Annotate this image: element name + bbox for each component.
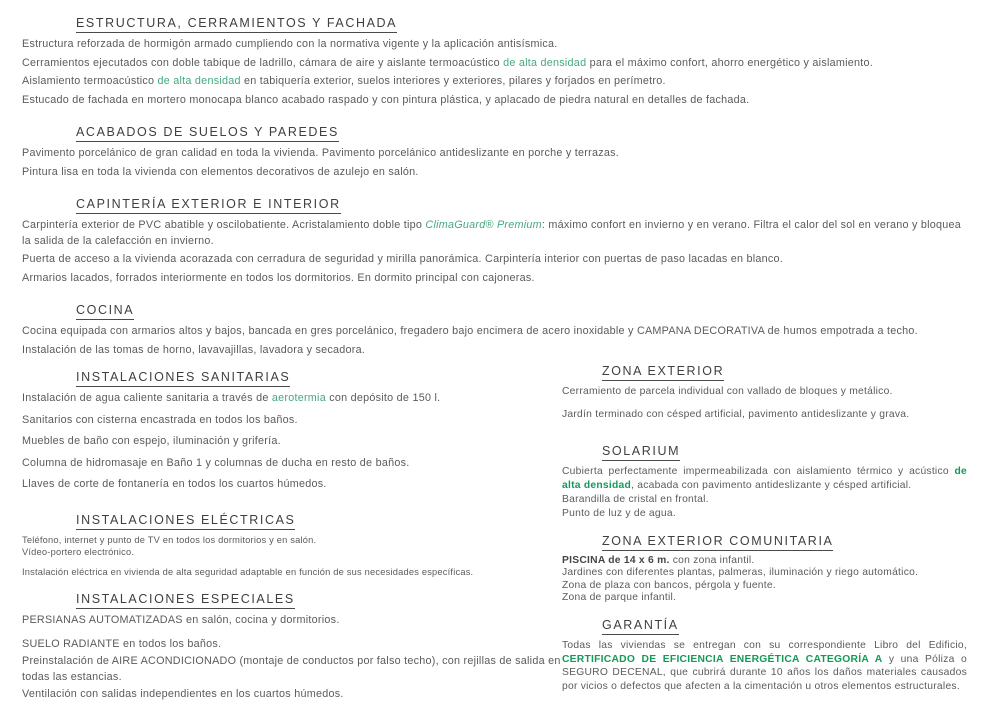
paragraph [22,218,967,249]
section-heading: INSTALACIONES SANITARIAS [76,370,290,387]
text-segment: con depósito de 150 l. [325,392,441,404]
paragraph [562,639,967,693]
text-segment: para el máximo confort, ahorro energético y aislamiento. [586,56,874,69]
section-heading: COCINA [76,303,134,320]
paragraph [562,555,967,567]
paragraph [562,408,967,422]
paragraph [22,165,967,181]
paragraph [22,534,562,547]
text-segment: : máximo confort en invierno y en verano. Filtra el calor del sol en verano y bloquea la salida de la calefacción en invierno. [22,219,962,247]
paragraph [562,493,967,507]
paragraph [22,434,562,450]
text-segment: , acabada con pavimento antideslizante y césped artificial. [631,479,912,491]
text-segment: Teléfono, internet y punto de TV en todos los dormitorios y en salón. [22,534,317,545]
paragraph [22,566,562,579]
section-heading: ZONA EXTERIOR COMUNITARIA [602,534,833,551]
section-zona-exterior [562,362,967,421]
paragraph [562,465,967,492]
text-segment: PERSIANAS AUTOMATIZADAS en salón, cocina y dormitorios. [22,614,340,626]
text-segment: Punto de luz y de agua. [562,507,676,519]
section-instalaciones-electricas [22,499,562,579]
green-highlight-segment: ClimaGuard® Premium [425,219,542,231]
text-segment: Llaves de corte de fontanería en todos los cuartos húmedos. [22,478,327,490]
green-highlight-segment: CERTIFICADO DE EFICIENCIA ENERGÉTICA CATEGORÍA A [562,653,883,665]
text-segment: Instalación de las tomas de horno, lavavajillas, lavadora y secadora. [22,343,366,356]
text-segment: Jardín terminado con césped artificial, pavimento antideslizante y grava. [562,408,910,420]
text-segment: Estucado de fachada en mortero monocapa blanco acabado raspado y con pintura plástica, y aplacado de piedra natural en detalles de fachada. [22,93,750,106]
green-highlight-segment: de alta densidad [503,56,587,69]
text-segment: Aislamiento termoacústico [22,75,158,87]
section-heading: ZONA EXTERIOR [602,364,724,381]
paragraph [22,324,967,340]
text-segment: Columna de hidromasaje en Baño 1 y columnas de ducha en resto de baños. [22,456,410,469]
section-garantia [562,604,967,693]
two-column-region [22,362,967,705]
section-solarium [562,430,967,520]
paragraph [22,654,562,685]
section-heading: ESTRUCTURA, CERRAMIENTOS Y FACHADA [76,16,397,33]
text-segment: Cerramientos ejecutados con doble tabique de ladrillo, cámara de aire y aislante termoacústico [22,56,504,69]
green-highlight-segment: de alta densidad [562,466,967,491]
section-zona-exterior-comunitaria [562,520,967,604]
paragraph [22,74,967,90]
text-segment: Cubierta perfectamente impermeabilizada con aislamiento térmico y acústico [562,466,955,477]
section-heading: CAPINTERÍA EXTERIOR E INTERIOR [76,197,341,214]
section-heading: INSTALACIONES ELÉCTRICAS [76,513,295,530]
text-segment: Sanitarios con cisterna encastrada en todos los baños. [22,413,298,426]
section-instalaciones-especiales [22,578,562,703]
text-segment: Carpintería exterior de PVC abatible y oscilobatiente. Acristalamiento doble tipo [22,219,426,231]
text-segment: Armarios lacados, forrados interiormente en todos los dormitorios. En dormito principal con cajoneras. [22,271,535,284]
paragraph [562,580,967,592]
paragraph [22,477,562,493]
text-segment: Pintura lisa en toda la vivienda con elementos decorativos de azulejo en salón. [22,165,419,178]
paragraph [22,687,562,703]
section-acabados [22,111,967,180]
text-segment: Barandilla de cristal en frontal. [562,494,709,505]
text-segment: SUELO RADIANTE en todos los baños. [22,637,222,650]
left-column [22,362,562,705]
bold-text-segment: PISCINA de 14 x 6 m. [562,555,670,566]
right-column [562,362,967,705]
paragraph [22,252,967,268]
section-heading: SOLARIUM [602,444,680,461]
paragraph [562,567,967,579]
text-segment: Pavimento porcelánico de gran calidad en toda la vivienda. Pavimento porcelánico antideslizante en porche y terrazas. [22,147,620,159]
paragraph [22,271,967,287]
section-capinteria [22,183,967,286]
paragraph [562,592,967,604]
text-segment: Zona de plaza con bancos, pérgola y fuente. [562,579,776,591]
paragraph [22,613,562,629]
text-segment: Vídeo-portero electrónico. [22,547,135,557]
section-heading: INSTALACIONES ESPECIALES [76,592,295,609]
section-estructura [22,6,967,108]
paragraph [22,56,967,72]
text-segment: Todas las viviendas se entregan con su correspondiente Libro del Edificio, [562,640,967,652]
text-segment: Cerramiento de parcela individual con vallado de bloques y metálico. [562,386,893,397]
paragraph [22,343,967,359]
text-segment: Instalación de agua caliente sanitaria a través de [22,392,272,404]
paragraph [22,637,562,653]
paragraph [562,385,967,399]
text-segment: Preinstalación de AIRE ACONDICIONADO (montaje de conductos por falso techo), con rejillas de salida en todas las estancias. [22,655,561,683]
text-segment: con zona infantil. [669,555,755,566]
paragraph [22,456,562,472]
text-segment: en tabiquería exterior, suelos interiores y exteriores, pilares y forjados en perímetro. [240,75,666,87]
section-instalaciones-sanitarias [22,362,562,493]
paragraph [562,507,967,521]
section-cocina [22,289,967,358]
section-heading: GARANTÍA [602,618,679,635]
text-segment: Instalación eléctrica en vivienda de alta seguridad adaptable en función de sus necesidades específicas. [22,566,474,577]
text-segment: Muebles de baño con espejo, iluminación y grifería. [22,435,281,447]
text-segment: Zona de parque infantil. [562,591,677,603]
paragraph [22,37,967,53]
text-segment: Puerta de acceso a la vivienda acorazada con cerradura de seguridad y mirilla panorámica. Carpintería interior con puertas de paso lacadas en blanco. [22,253,784,265]
top-region [22,6,967,358]
text-segment: Cocina equipada con armarios altos y bajos, bancada en gres porcelánico, fregadero bajo encimera de acero inoxidable y CAMPANA DECORATIVA de humos empotrada a techo. [22,325,918,337]
green-highlight-segment: de alta densidad [157,75,241,87]
text-segment: Jardines con diferentes plantas, palmeras, iluminación y riego automático. [562,567,919,579]
green-highlight-segment: aerotermia [271,392,326,404]
section-heading: ACABADOS DE SUELOS Y PAREDES [76,125,339,142]
text-segment: Ventilación con salidas independientes en los cuartos húmedos. [22,688,344,700]
paragraph [22,146,967,162]
paragraph [22,546,562,559]
text-segment: Estructura reforzada de hormigón armado cumpliendo con la normativa vigente y la aplicación antisísmica. [22,38,558,50]
text-segment: y una Póliza o SEGURO DECENAL, que cubrirá durante 10 años los daños materiales causados por vicios o defectos que afecten a la cimentación u otros elementos estructurales. [562,653,967,692]
paragraph [22,391,562,407]
paragraph [22,413,562,429]
paragraph [22,93,967,109]
